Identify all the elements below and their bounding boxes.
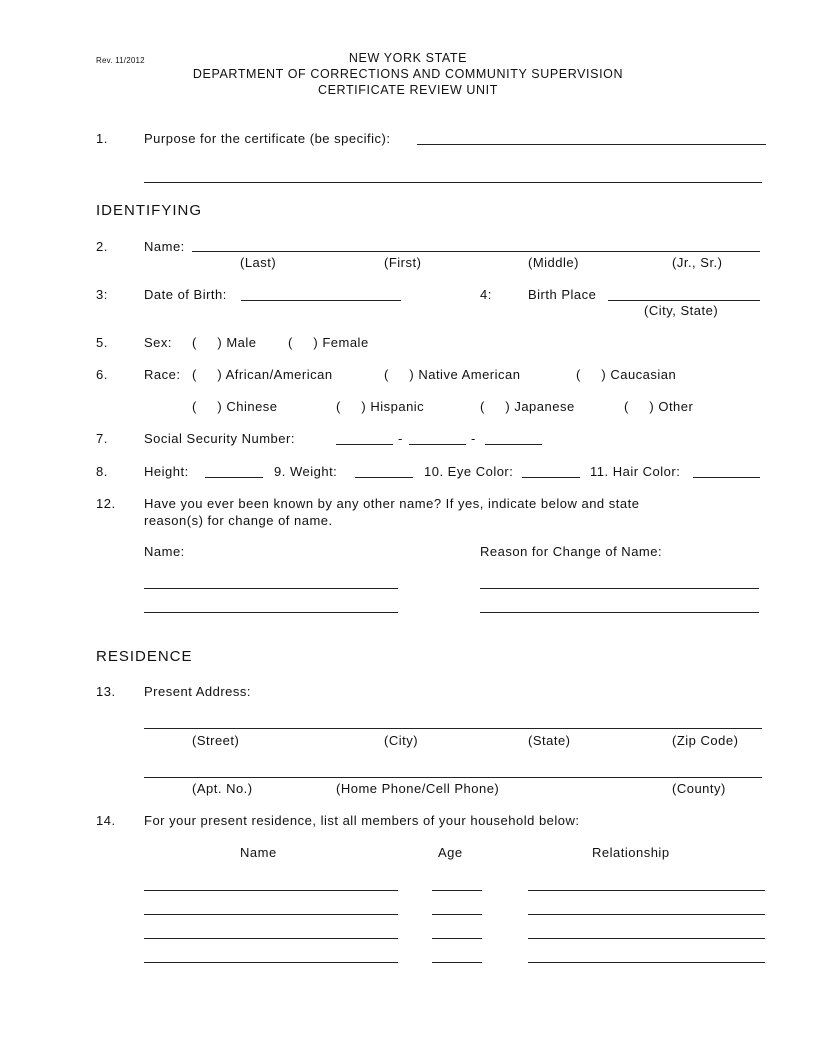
sex-male-checkbox[interactable]: ( ) Male: [192, 335, 257, 350]
q12-number: 12.: [96, 496, 116, 511]
household-name-field[interactable]: [144, 938, 398, 939]
eye-color-field[interactable]: [522, 477, 580, 478]
ssn-part3-field[interactable]: [485, 444, 542, 445]
race-chinese-checkbox[interactable]: ( ) Chinese: [192, 399, 278, 414]
name-suffix-caption: (Jr., Sr.): [672, 255, 723, 270]
hair-color-label: 11. Hair Color:: [590, 464, 681, 479]
hair-color-field[interactable]: [693, 477, 760, 478]
address-line-1-field[interactable]: [144, 728, 762, 729]
sex-female-checkbox[interactable]: ( ) Female: [288, 335, 369, 350]
name-middle-caption: (Middle): [528, 255, 579, 270]
other-name-field-1[interactable]: [144, 588, 398, 589]
header-unit: CERTIFICATE REVIEW UNIT: [317, 83, 498, 97]
weight-label: 9. Weight:: [274, 464, 338, 479]
county-caption: (County): [672, 781, 726, 796]
q1-purpose-field-2[interactable]: [144, 182, 762, 183]
race-caucasian-checkbox[interactable]: ( ) Caucasian: [576, 367, 677, 382]
zip-code-caption: (Zip Code): [672, 733, 739, 748]
race-hispanic-checkbox[interactable]: ( ) Hispanic: [336, 399, 425, 414]
household-relationship-field[interactable]: [528, 938, 765, 939]
other-name-header: Name:: [144, 544, 185, 559]
household-age-header: Age: [438, 845, 463, 860]
section-identifying: IDENTIFYING: [96, 202, 203, 219]
race-other-checkbox[interactable]: ( ) Other: [624, 399, 694, 414]
q4-number: 4:: [480, 287, 492, 302]
weight-field[interactable]: [355, 477, 413, 478]
reason-field-2[interactable]: [480, 612, 759, 613]
name-last-caption: (Last): [240, 255, 277, 270]
city-caption: (City): [384, 733, 419, 748]
state-caption: (State): [528, 733, 571, 748]
q14-number: 14.: [96, 813, 116, 828]
height-label: Height:: [144, 464, 189, 479]
q2-number: 2.: [96, 239, 108, 254]
household-relationship-field[interactable]: [528, 962, 765, 963]
street-caption: (Street): [192, 733, 240, 748]
q6-label: Race:: [144, 367, 181, 382]
q1-purpose-field[interactable]: [417, 144, 766, 145]
ssn-dash-1: -: [398, 431, 403, 446]
household-name-field[interactable]: [144, 962, 398, 963]
race-native-american-checkbox[interactable]: ( ) Native American: [384, 367, 521, 382]
revision-label: Rev. 11/2012: [96, 56, 145, 65]
household-age-field[interactable]: [432, 962, 482, 963]
q5-label: Sex:: [144, 335, 173, 350]
q5-number: 5.: [96, 335, 108, 350]
race-japanese-checkbox[interactable]: ( ) Japanese: [480, 399, 575, 414]
q14-label: For your present residence, list all members of your household below:: [144, 813, 580, 828]
date-of-birth-field[interactable]: [241, 300, 401, 301]
name-first-caption: (First): [384, 255, 422, 270]
name-field[interactable]: [192, 251, 760, 252]
q1-number: 1.: [96, 131, 108, 146]
ssn-part2-field[interactable]: [409, 444, 466, 445]
q4-label: Birth Place: [528, 287, 597, 302]
ssn-part1-field[interactable]: [336, 444, 393, 445]
q12-question-line1: Have you ever been known by any other name? If yes, indicate below and state: [144, 496, 640, 511]
reason-field-1[interactable]: [480, 588, 759, 589]
address-line-2-field[interactable]: [144, 777, 762, 778]
household-name-field[interactable]: [144, 914, 398, 915]
eye-color-label: 10. Eye Color:: [424, 464, 514, 479]
reason-change-header: Reason for Change of Name:: [480, 544, 663, 559]
q7-number: 7.: [96, 431, 108, 446]
header-state: NEW YORK STATE: [348, 51, 468, 65]
apt-no-caption: (Apt. No.): [192, 781, 253, 796]
q13-label: Present Address:: [144, 684, 251, 699]
height-field[interactable]: [205, 477, 263, 478]
q6-number: 6.: [96, 367, 108, 382]
household-name-header: Name: [240, 845, 277, 860]
birth-place-field[interactable]: [608, 300, 760, 301]
household-name-field[interactable]: [144, 890, 398, 891]
phone-caption: (Home Phone/Cell Phone): [336, 781, 500, 796]
header-department: DEPARTMENT OF CORRECTIONS AND COMMUNITY SUPERVISION: [192, 67, 624, 81]
q12-question-line2: reason(s) for change of name.: [144, 513, 333, 528]
birth-place-caption: (City, State): [644, 303, 719, 318]
q7-label: Social Security Number:: [144, 431, 295, 446]
household-age-field[interactable]: [432, 938, 482, 939]
household-relationship-header: Relationship: [592, 845, 670, 860]
household-age-field[interactable]: [432, 914, 482, 915]
q3-label: Date of Birth:: [144, 287, 227, 302]
household-relationship-field[interactable]: [528, 890, 765, 891]
ssn-dash-2: -: [471, 431, 476, 446]
q3-number: 3:: [96, 287, 108, 302]
household-relationship-field[interactable]: [528, 914, 765, 915]
q2-label: Name:: [144, 239, 185, 254]
q8-number: 8.: [96, 464, 108, 479]
other-name-field-2[interactable]: [144, 612, 398, 613]
race-african-american-checkbox[interactable]: ( ) African/American: [192, 367, 333, 382]
q13-number: 13.: [96, 684, 116, 699]
section-residence: RESIDENCE: [96, 648, 193, 665]
q1-label: Purpose for the certificate (be specific):: [144, 131, 391, 146]
household-age-field[interactable]: [432, 890, 482, 891]
